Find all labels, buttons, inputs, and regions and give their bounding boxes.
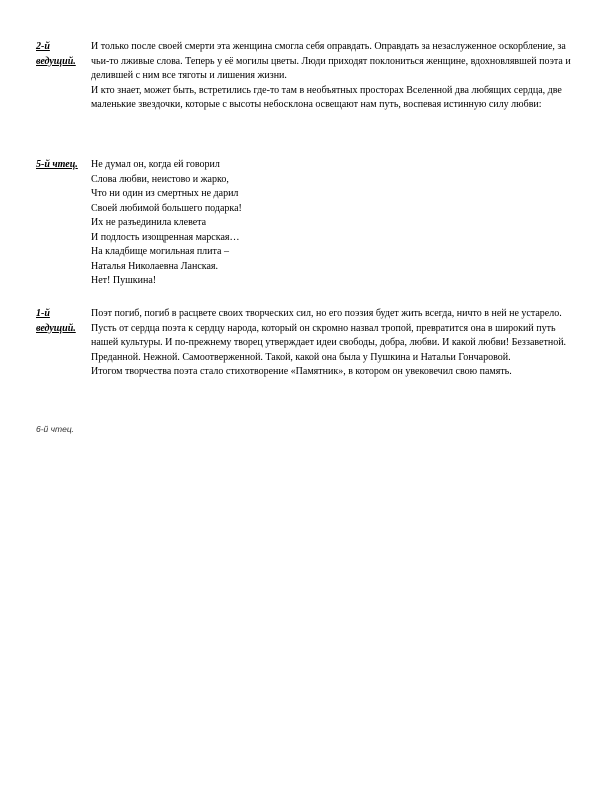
speaker-label: 1-й ведущий. xyxy=(36,308,76,334)
speech-block-host-1 xyxy=(36,307,576,380)
poem-line: И подлость изощренная марская… xyxy=(91,231,240,243)
paragraph: Итогом творчества поэта стало стихотворение «Памятник», в котором он увековечил свою память. xyxy=(91,366,512,377)
speech-text xyxy=(91,40,576,113)
poem-line: Нет! Пушкина! xyxy=(91,275,157,286)
poem-line: Слова любви, неистово и жарко, xyxy=(91,173,229,185)
poem-line: Наталья Николаевна Ланская. xyxy=(91,260,218,272)
poem-line: Их не разъединила клевета xyxy=(91,217,207,228)
poem-text xyxy=(91,158,576,289)
paragraph: И только после своей смерти эта женщина смогла себя оправдать. Оправдать за незаслуженное оскорбление, за чьи-то лживые слова. Теперь у её могилы цветы. Люди приходят поклониться женщине, вдохновлявшей поэта и делившей с ним все тяготы и лишения жизни. xyxy=(91,41,571,81)
speech-block-host-2 xyxy=(36,40,576,113)
next-speaker-label: 6-й чтец. xyxy=(36,424,75,434)
speech-text xyxy=(91,307,576,380)
paragraph: Поэт погиб, погиб в расцвете своих творческих сил, но его поэзия будет жить всегда, ничто в ней не устарело. Пусть от сердца поэта к сердцу народа, который он скромно назвал тропой, превратится она в широкий путь нашей культуры. И по-прежнему творец утверждает идеи свободы, добра, любви. И какой любви! Беззаветной. Преданной. Нежной. Самоотверженной. Такой, какой она была у Пушкина и Натальи Гончаровой. xyxy=(91,308,567,363)
speech-block-reader-5 xyxy=(36,158,576,289)
poem-line: Своей любимой большего подарка! xyxy=(91,202,242,214)
poem-line: Не думал он, когда ей говорил xyxy=(91,159,220,170)
poem-line: На кладбище могильная плита – xyxy=(91,246,229,257)
poem-line: Что ни один из смертных не дарил xyxy=(91,188,239,199)
speaker-label: 2-й ведущий. xyxy=(36,41,76,67)
paragraph: И кто знает, может быть, встретились где-то там в необъятных просторах Вселенной два любящих сердца, две маленькие звездочки, которые с высоты небосклона освещают нам путь, воспевая истинную силу любви: xyxy=(91,84,562,110)
speaker-label: 5-й чтец. xyxy=(36,159,78,170)
